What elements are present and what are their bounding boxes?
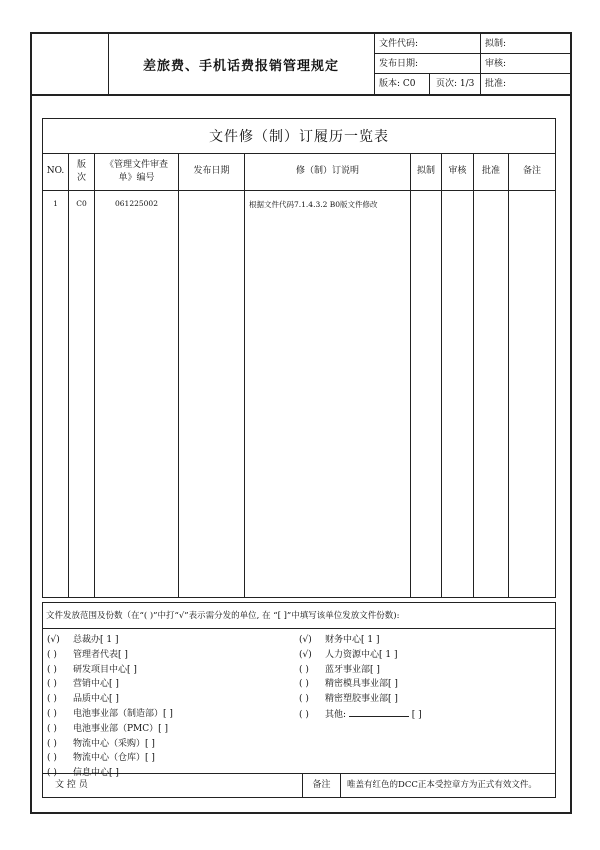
dist-item xyxy=(47,633,173,648)
header-publish-date: 发布日期 xyxy=(179,153,244,191)
dist-item xyxy=(299,648,422,663)
header-drafted: 拟制 xyxy=(411,153,441,191)
dist-item xyxy=(47,692,173,707)
col-version xyxy=(69,153,95,597)
distribution-right-list xyxy=(299,633,422,723)
cell-description: 根据文件代码7.1.4.3.2 B0版文件修改 xyxy=(249,200,378,209)
dist-mark: ( ) xyxy=(47,649,57,660)
dist-mark: ( ) xyxy=(47,679,57,690)
header-divider xyxy=(32,94,570,96)
header-review-no: 《管理文件审查单》编号 xyxy=(95,153,178,191)
dist-item xyxy=(47,722,173,737)
dist-item xyxy=(47,677,173,692)
col-no xyxy=(43,153,69,597)
dist-label: 电池事业部（PMC）[ ] xyxy=(73,723,169,734)
document-header xyxy=(32,34,570,94)
distribution-section xyxy=(42,602,556,802)
cell-version: C0 xyxy=(76,199,87,208)
dist-label: 电池事业部（制造部）[ ] xyxy=(73,708,173,719)
dist-label: 财务中心[ 1 ] xyxy=(325,635,380,645)
dist-label: 品质中心[ ] xyxy=(73,694,119,705)
doc-code-label: 文件代码: xyxy=(374,34,480,54)
dist-mark: ( ) xyxy=(47,738,57,749)
dist-mark: (√) xyxy=(299,649,312,660)
col-reviewed xyxy=(442,153,474,597)
dist-item xyxy=(299,677,422,692)
dist-label: 营销中心[ ] xyxy=(73,679,119,690)
dist-mark: ( ) xyxy=(299,709,309,720)
dist-item xyxy=(47,648,173,663)
document-footer xyxy=(42,774,556,798)
col-remarks xyxy=(509,153,555,597)
cell-no: 1 xyxy=(53,199,58,208)
remark-text: 唯盖有红色的DCC正本受控章方为正式有效文件。 xyxy=(347,780,537,790)
dist-label: 精密模具事业部[ ] xyxy=(325,679,398,690)
header-no: NO. xyxy=(43,153,68,191)
remark-label: 备注 xyxy=(303,774,341,797)
dist-mark: ( ) xyxy=(299,679,309,690)
reviewed-label: 审核: xyxy=(480,54,570,74)
dist-mark: (√) xyxy=(299,635,312,645)
dist-item xyxy=(299,633,422,648)
distribution-instruction: 文件发放范围及份数（在“( )”中打“√”表示需分发的单位, 在 “[ ]”中填写该单位发放文件份数): xyxy=(42,602,556,628)
dist-label: 人力资源中心[ 1 ] xyxy=(325,649,398,660)
header-reviewed: 审核 xyxy=(442,153,473,191)
col-approved xyxy=(474,153,509,597)
dist-mark: ( ) xyxy=(47,723,57,734)
dist-label: 研发项目中心[ ] xyxy=(73,664,137,675)
revision-table-title: 文件修（制）订履历一览表 xyxy=(43,119,555,154)
dist-item-other xyxy=(299,707,422,723)
header-meta xyxy=(374,34,481,94)
document-title: 差旅费、手机话费报销管理规定 xyxy=(108,34,375,94)
col-publish-date xyxy=(179,153,245,597)
approved-label: 批准: xyxy=(485,79,507,89)
dist-item xyxy=(299,663,422,678)
dist-label: 蓝牙事业部[ ] xyxy=(325,664,380,675)
publish-date-label: 发布日期: xyxy=(374,54,480,74)
dist-item xyxy=(47,707,173,722)
dist-label: 信息中心[ ] xyxy=(73,768,119,779)
dist-item xyxy=(47,663,173,678)
dist-label: 管理者代表[ ] xyxy=(73,649,128,660)
dist-label: 总裁办[ 1 ] xyxy=(73,635,119,645)
drafted-label: 拟制: xyxy=(480,34,570,54)
dist-item xyxy=(299,692,422,707)
col-drafted xyxy=(411,153,442,597)
distribution-left-list xyxy=(47,633,173,781)
dist-label: 物流中心（采购）[ ] xyxy=(73,738,155,749)
dist-item xyxy=(47,737,173,752)
dist-mark: (√) xyxy=(47,635,60,645)
document-frame xyxy=(30,32,572,814)
dist-label: 精密塑胶事业部[ ] xyxy=(325,694,398,705)
header-approvals xyxy=(480,34,570,94)
version-label: 版本: C0 xyxy=(374,74,430,94)
dist-mark: ( ) xyxy=(47,664,57,675)
header-version: 版次 xyxy=(69,153,94,191)
revision-history-table xyxy=(42,118,556,598)
version-page-row xyxy=(374,74,480,94)
other-blank-line xyxy=(349,707,409,717)
dist-label: 物流中心（仓库）[ ] xyxy=(73,753,155,764)
cell-publish-date xyxy=(179,191,244,199)
header-remarks: 备注 xyxy=(509,153,555,191)
dist-item xyxy=(47,751,173,766)
logo-area xyxy=(32,34,109,94)
page-label: 页次: 1/3 xyxy=(436,79,475,89)
dist-mark: ( ) xyxy=(299,694,309,705)
dist-mark: ( ) xyxy=(47,694,57,705)
dist-mark: ( ) xyxy=(299,664,309,675)
header-description: 修（制）订说明 xyxy=(245,153,410,191)
col-description xyxy=(245,153,411,597)
dist-mark: ( ) xyxy=(47,768,57,779)
controller-label: 文 控 员 xyxy=(43,774,303,797)
dist-mark: ( ) xyxy=(47,753,57,764)
dist-mark: ( ) xyxy=(47,708,57,719)
col-review-no xyxy=(95,153,179,597)
dist-other-label: 其他: xyxy=(325,709,347,720)
header-approved: 批准 xyxy=(474,153,508,191)
distribution-list xyxy=(42,628,556,779)
cell-review-no: 061225002 xyxy=(115,199,158,208)
dist-other-bracket: [ ] xyxy=(411,709,422,720)
